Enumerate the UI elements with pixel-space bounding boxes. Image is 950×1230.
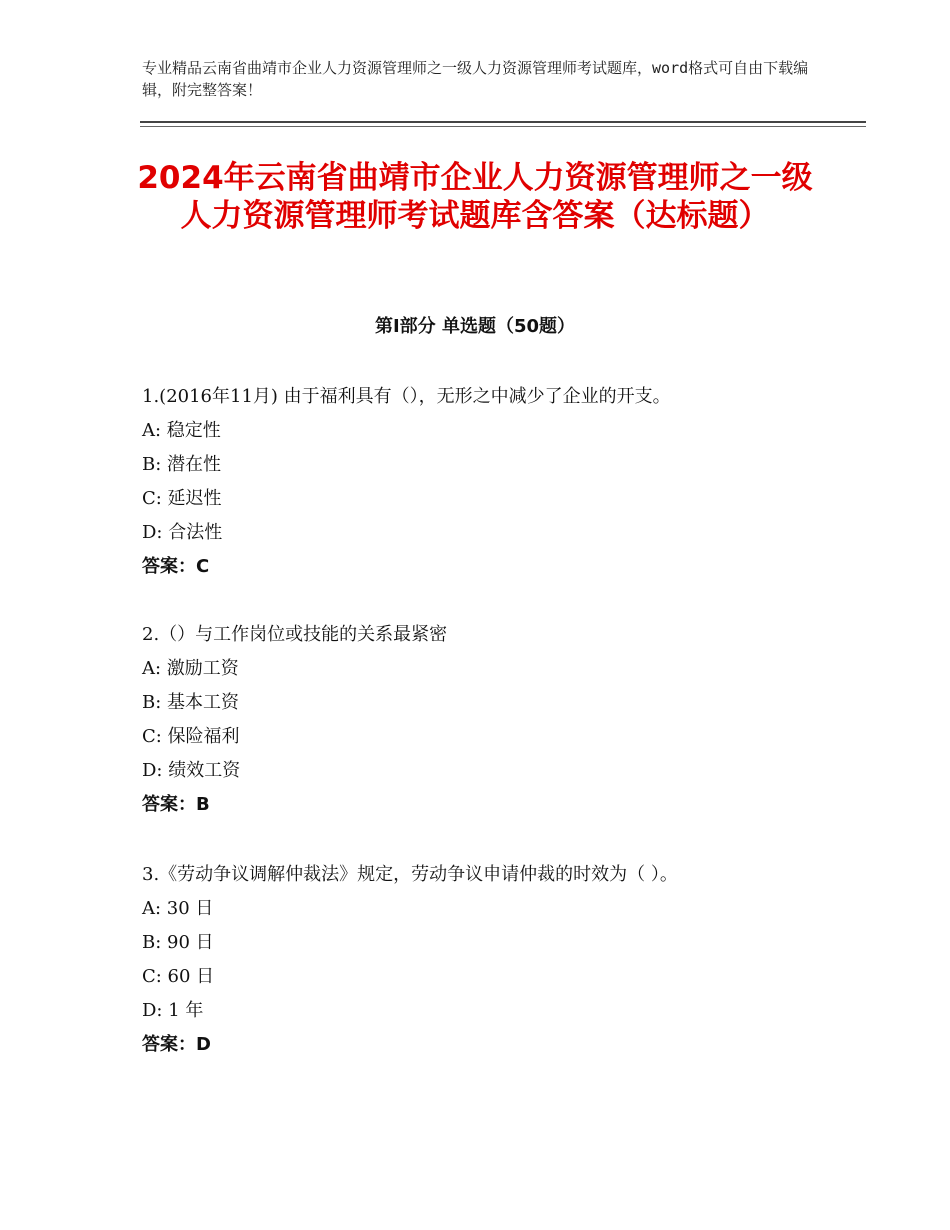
option-a: A: 激励工资 [142,658,239,679]
answer: 答案：C [142,556,210,577]
option-a: A: 30 日 [142,898,214,919]
option-b: B: 90 日 [142,932,214,953]
question-stem: 2.（）与工作岗位或技能的关系最紧密 [142,624,448,645]
option-a: A: 稳定性 [142,420,221,441]
question-3 [142,858,842,1062]
header-note: 专业精品云南省曲靖市企业人力资源管理师之一级人力资源管理师考试题库，word格式可自由下载编辑，附完整答案！ [142,59,809,99]
answer: 答案：D [142,1034,211,1055]
question-stem: 3.《劳动争议调解仲裁法》规定，劳动争议申请仲裁的时效为（ ）。 [142,864,678,885]
question-stem: 1.(2016年11月) 由于福利具有（），无形之中减少了企业的开支。 [142,386,671,407]
document-title: 2024年云南省曲靖市企业人力资源管理师之一级人力资源管理师考试题库含答案（达标题） [137,160,813,234]
option-d: D: 合法性 [142,522,223,543]
option-c: C: 保险福利 [142,726,240,747]
option-d: D: 1 年 [142,1000,204,1021]
header-rule-thin [140,126,866,127]
option-d: D: 绩效工资 [142,760,241,781]
answer: 答案：B [142,794,210,815]
option-b: B: 基本工资 [142,692,240,713]
option-c: C: 延迟性 [142,488,222,509]
option-c: C: 60 日 [142,966,215,987]
option-b: B: 潜在性 [142,454,222,475]
question-1 [142,380,842,584]
section-heading: 第Ⅰ部分 单选题（50题） [374,316,575,337]
header-rule-thick [140,121,866,123]
question-2 [142,618,842,822]
